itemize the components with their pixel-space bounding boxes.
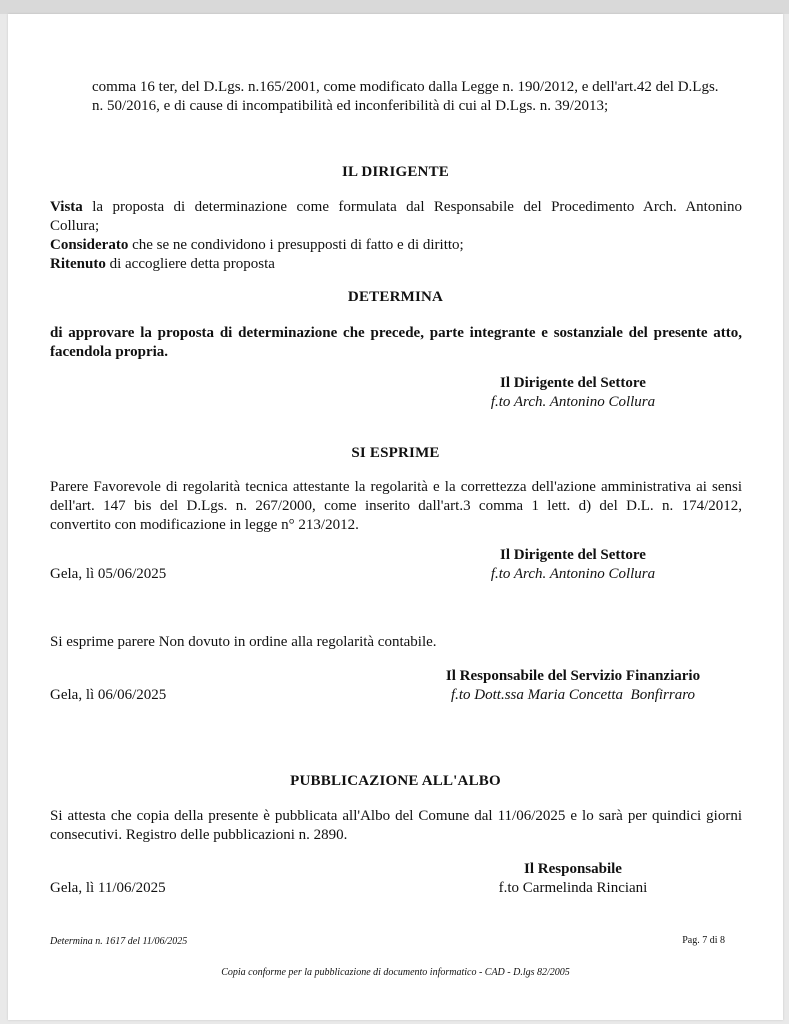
ritenuto-line bbox=[50, 255, 742, 274]
intro-line-2: n. 50/2016, e di cause di incompatibilità ed inconferibilità di cui al D.Lgs. n. 39/2013; bbox=[92, 98, 609, 114]
determina-signature bbox=[448, 374, 698, 412]
signature-name: f.to Arch. Antonino Collura bbox=[490, 394, 656, 410]
pubblicazione-paragraph bbox=[50, 807, 742, 845]
vista-line-2: Collura; bbox=[50, 218, 100, 234]
si-esprime-line-2: dell'art. 147 bis del D.Lgs. n. 267/2000, come inserito dall'art.3 comma 1 lett. d) del D.L. n. 174/2012, bbox=[50, 498, 742, 514]
determina-line-1: di approvare la proposta di determinazione che precede, parte integrante e sostanziale del presente atto, bbox=[50, 325, 742, 341]
signature-title: Il Responsabile del Servizio Finanziario bbox=[445, 668, 701, 684]
signature-title: Il Dirigente del Settore bbox=[500, 547, 646, 563]
vista-line bbox=[50, 198, 742, 217]
footer-determina-ref: Determina n. 1617 del 11/06/2025 bbox=[50, 936, 188, 947]
signature-title: Il Dirigente del Settore bbox=[500, 375, 646, 391]
document-page bbox=[8, 14, 783, 1020]
heading-il-dirigente: IL DIRIGENTE bbox=[341, 164, 450, 180]
heading-pubblicazione: PUBBLICAZIONE ALL'ALBO bbox=[290, 773, 501, 789]
signature-title: Il Responsabile bbox=[524, 861, 622, 877]
determina-line-2: facendola propria. bbox=[50, 344, 169, 360]
si-esprime-paragraph bbox=[50, 478, 742, 535]
si-esprime-signature bbox=[448, 546, 698, 584]
si-esprime-line-3: convertito con modificazione in legge n° 213/2012. bbox=[50, 517, 359, 533]
considerato-text: che se ne condividono i presupposti di fatto e di diritto; bbox=[128, 237, 464, 253]
heading-si-esprime: SI ESPRIME bbox=[351, 445, 440, 461]
pubblicazione-line-2: consecutivi. Registro delle pubblicazioni n. 2890. bbox=[50, 827, 348, 843]
pubblicazione-line-1: Si attesta che copia della presente è pubblicata all'Albo del Comune dal 11/06/2025 e lo sarà per quindici giorni bbox=[50, 808, 742, 824]
date-line: Gela, lì 05/06/2025 bbox=[50, 566, 167, 582]
ritenuto-text: di accogliere detta proposta bbox=[105, 256, 275, 272]
date-line: Gela, lì 11/06/2025 bbox=[50, 880, 166, 896]
intro-paragraph bbox=[92, 78, 742, 116]
date-line: Gela, lì 06/06/2025 bbox=[50, 687, 167, 703]
ritenuto-label: Ritenuto bbox=[50, 256, 106, 272]
heading-determina: DETERMINA bbox=[347, 289, 444, 305]
footer-page-number: Pag. 7 di 8 bbox=[682, 935, 725, 946]
signature-name: f.to Carmelinda Rinciani bbox=[498, 880, 648, 896]
signature-name: f.to Arch. Antonino Collura bbox=[490, 566, 656, 582]
footer-copy-notice: Copia conforme per la pubblicazione di documento informatico - CAD - D.lgs 82/2005 bbox=[221, 967, 570, 978]
signature-name: f.to Dott.ssa Maria Concetta Bonfirraro bbox=[450, 687, 696, 703]
pubblicazione-signature bbox=[448, 860, 698, 898]
viewer-top-bar bbox=[0, 0, 789, 14]
vista-text: la proposta di determinazione come formulata dal Responsabile del Procedimento Arch. Antonino bbox=[82, 199, 742, 215]
si-esprime-line-1: Parere Favorevole di regolarità tecnica attestante la regolarità e la correttezza dell'azione amministrativa ai sensi bbox=[50, 479, 742, 495]
contabile-paragraph: Si esprime parere Non dovuto in ordine alla regolarità contabile. bbox=[50, 634, 437, 650]
vista-label: Vista bbox=[50, 199, 83, 215]
considerato-line bbox=[50, 236, 742, 255]
intro-line-1: comma 16 ter, del D.Lgs. n.165/2001, come modificato dalla Legge n. 190/2012, e dell'art.42 del D.Lgs. bbox=[92, 79, 719, 95]
considerato-label: Considerato bbox=[50, 237, 129, 253]
determina-paragraph bbox=[50, 324, 742, 362]
contabile-signature bbox=[408, 667, 738, 705]
dirigente-block bbox=[50, 198, 742, 274]
